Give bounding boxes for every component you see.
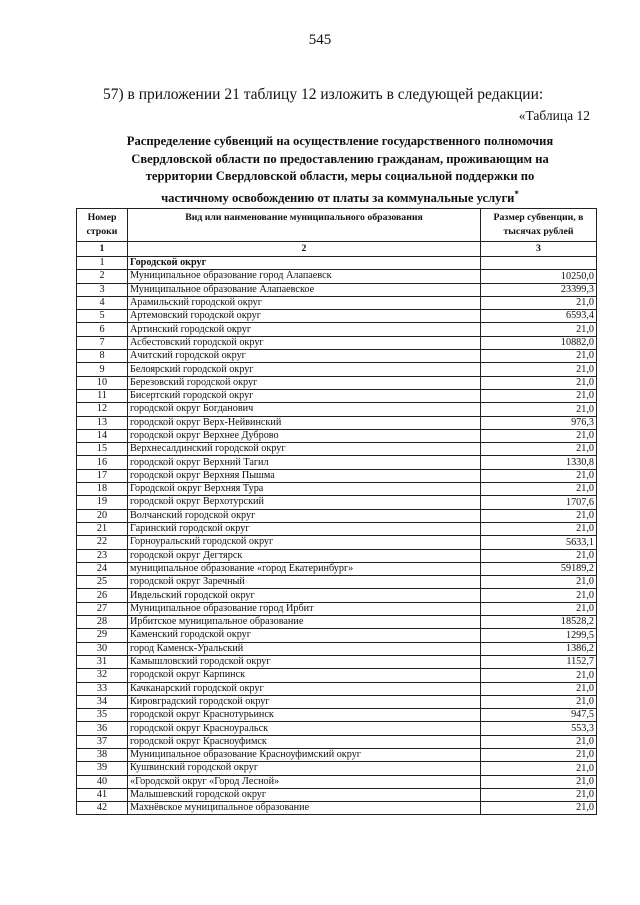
municipality-name: городской округ Карпинск: [128, 669, 481, 682]
table-row: [77, 376, 597, 389]
municipality-name: Волчанский городской округ: [128, 509, 481, 522]
municipality-name: муниципальное образование «город Екатеринбург»: [128, 562, 481, 575]
table-row: [77, 416, 597, 429]
row-number: 29: [77, 629, 128, 642]
footnote-mark: *: [514, 188, 519, 199]
municipality-name: Артинский городской округ: [128, 323, 481, 336]
subvention-amount: 21,0: [481, 469, 597, 482]
subvention-amount: 1330,8: [481, 456, 597, 469]
row-number: 25: [77, 576, 128, 589]
row-number: 33: [77, 682, 128, 695]
row-number: 23: [77, 549, 128, 562]
table-row: [77, 483, 597, 496]
municipality-name: городской округ Верх-Нейвинский: [128, 416, 481, 429]
table-row: [77, 323, 597, 336]
table-row: [77, 589, 597, 602]
row-number: 26: [77, 589, 128, 602]
municipality-name: городской округ Красноуфимск: [128, 735, 481, 748]
row-number: 42: [77, 802, 128, 815]
column-number-2: 2: [128, 242, 481, 257]
municipality-name: Арамильский городской округ: [128, 296, 481, 309]
row-number: 18: [77, 483, 128, 496]
table-row: [77, 722, 597, 735]
table-row: [77, 296, 597, 309]
header-amount: Размер субвенции, в тысячах рублей: [481, 209, 597, 242]
table-row: [77, 469, 597, 482]
row-number: 40: [77, 775, 128, 788]
row-number: 4: [77, 296, 128, 309]
row-number: 16: [77, 456, 128, 469]
row-number: 28: [77, 616, 128, 629]
table-row: [77, 576, 597, 589]
row-number: 35: [77, 709, 128, 722]
subvention-amount: 21,0: [481, 483, 597, 496]
municipality-name: Каменский городской округ: [128, 629, 481, 642]
table-row: [77, 429, 597, 442]
table-row: [77, 629, 597, 642]
row-number: 11: [77, 389, 128, 402]
municipality-name: Артемовский городской округ: [128, 310, 481, 323]
header-municipality: Вид или наименование муниципального образования: [128, 209, 481, 242]
municipality-name: Муниципальное образование Красноуфимский округ: [128, 748, 481, 761]
table-row: [77, 270, 597, 283]
municipality-name: Горноуральский городской округ: [128, 536, 481, 549]
table-row: [77, 682, 597, 695]
subvention-amount: 21,0: [481, 363, 597, 376]
subvention-amount: 947,5: [481, 709, 597, 722]
municipality-name: Ирбитское муниципальное образование: [128, 616, 481, 629]
table-row: [77, 310, 597, 323]
subvention-amount: 6593,4: [481, 310, 597, 323]
municipality-name: городской округ Верхотурский: [128, 496, 481, 509]
row-number: 14: [77, 429, 128, 442]
row-number: 9: [77, 363, 128, 376]
row-number: 39: [77, 762, 128, 775]
subvention-amount: 21,0: [481, 576, 597, 589]
subvention-amount: 21,0: [481, 669, 597, 682]
table-row: [77, 762, 597, 775]
table-row: [77, 403, 597, 416]
row-number: 30: [77, 642, 128, 655]
municipality-name: Качканарский городской округ: [128, 682, 481, 695]
row-number: 20: [77, 509, 128, 522]
municipality-name: Кировградский городской округ: [128, 695, 481, 708]
row-number: 5: [77, 310, 128, 323]
row-number: 12: [77, 403, 128, 416]
title-line: Свердловской области по предоставлению гражданам, проживающим на: [131, 151, 549, 166]
row-number: 27: [77, 602, 128, 615]
subvention-amount: 21,0: [481, 775, 597, 788]
table-row: [77, 616, 597, 629]
subvention-amount: 1386,2: [481, 642, 597, 655]
subvention-amount: 21,0: [481, 522, 597, 535]
subvention-amount: 21,0: [481, 762, 597, 775]
intro-text: 57) в приложении 21 таблицу 12 изложить в следующей редакции:: [103, 86, 544, 103]
document-title: [80, 133, 600, 207]
municipality-name: Муниципальное образование город Алапаевск: [128, 270, 481, 283]
subvention-amount: 1152,7: [481, 655, 597, 668]
subvention-amount: 976,3: [481, 416, 597, 429]
table-row: [77, 775, 597, 788]
row-number: 41: [77, 788, 128, 801]
row-number: 38: [77, 748, 128, 761]
row-number: 1: [77, 257, 128, 270]
subvention-amount: 21,0: [481, 602, 597, 615]
municipality-name: город Каменск-Уральский: [128, 642, 481, 655]
table-row: [77, 788, 597, 801]
row-number: 2: [77, 270, 128, 283]
subvention-amount: 21,0: [481, 323, 597, 336]
subvention-amount: 21,0: [481, 748, 597, 761]
subvention-amount: 21,0: [481, 549, 597, 562]
subvention-amount: 10250,0: [481, 270, 597, 283]
municipality-name: Муниципальное образование Алапаевское: [128, 283, 481, 296]
table-row: [77, 669, 597, 682]
municipality-name: Малышевский городской округ: [128, 788, 481, 801]
table-row: [77, 336, 597, 349]
subvention-amount: 5633,1: [481, 536, 597, 549]
row-number: 34: [77, 695, 128, 708]
municipality-name: городской округ Верхний Тагил: [128, 456, 481, 469]
row-number: 8: [77, 350, 128, 363]
table-row: [77, 350, 597, 363]
row-number: 13: [77, 416, 128, 429]
subvention-amount: 1299,5: [481, 629, 597, 642]
table-row: [77, 655, 597, 668]
subvention-amount: 21,0: [481, 389, 597, 402]
subvention-amount: 21,0: [481, 802, 597, 815]
subvention-amount: 18528,2: [481, 616, 597, 629]
subvention-amount: 21,0: [481, 350, 597, 363]
table-label: «Таблица 12: [518, 108, 590, 123]
municipality-name: городской округ Богданович: [128, 403, 481, 416]
title-line: [80, 186, 600, 208]
subvention-amount: 21,0: [481, 429, 597, 442]
subvention-amount: [481, 257, 597, 270]
municipality-name: городской округ Верхняя Пышма: [128, 469, 481, 482]
table-row: [77, 735, 597, 748]
subvention-amount: 23399,3: [481, 283, 597, 296]
table-row: [77, 695, 597, 708]
row-number: 21: [77, 522, 128, 535]
municipality-name: городской округ Заречный: [128, 576, 481, 589]
row-number: 24: [77, 562, 128, 575]
table-row: [77, 509, 597, 522]
column-number-3: 3: [481, 242, 597, 257]
subventions-table: [76, 208, 597, 815]
table-body: [77, 257, 597, 815]
municipality-name: городской округ Дегтярск: [128, 549, 481, 562]
title-line-text: частичному освобождению от платы за коммунальные услуги: [161, 190, 515, 205]
table-row: [77, 642, 597, 655]
table-row: [77, 536, 597, 549]
table-row: [77, 562, 597, 575]
municipality-name: Бисертский городской округ: [128, 389, 481, 402]
municipality-name: Кушвинский городской округ: [128, 762, 481, 775]
municipality-name: городской округ Краснотурьинск: [128, 709, 481, 722]
subvention-amount: 21,0: [481, 695, 597, 708]
row-number: 32: [77, 669, 128, 682]
municipality-name: Городской округ Верхняя Тура: [128, 483, 481, 496]
row-number: 17: [77, 469, 128, 482]
municipality-name: Белоярский городской округ: [128, 363, 481, 376]
subvention-amount: 21,0: [481, 735, 597, 748]
table-row: [77, 748, 597, 761]
table-row: [77, 389, 597, 402]
subvention-amount: 21,0: [481, 682, 597, 695]
title-line: территории Свердловской области, меры социальной поддержки по: [145, 169, 535, 183]
municipality-name: Асбестовский городской округ: [128, 336, 481, 349]
row-number: 3: [77, 283, 128, 296]
municipality-name: Березовский городской округ: [128, 376, 481, 389]
table-row: [77, 443, 597, 456]
municipality-name: городской округ Красноуральск: [128, 722, 481, 735]
row-number: 6: [77, 323, 128, 336]
table-row: [77, 522, 597, 535]
table-row: [77, 363, 597, 376]
municipality-name: Гаринский городской округ: [128, 522, 481, 535]
row-number: 37: [77, 735, 128, 748]
municipality-name: Ачитский городской округ: [128, 350, 481, 363]
column-number-1: 1: [77, 242, 128, 257]
subvention-amount: 21,0: [481, 296, 597, 309]
municipality-name: Ивдельский городской округ: [128, 589, 481, 602]
row-number: 31: [77, 655, 128, 668]
row-number: 22: [77, 536, 128, 549]
municipality-name: «Городской округ «Город Лесной»: [128, 775, 481, 788]
row-number: 10: [77, 376, 128, 389]
table-row: [77, 802, 597, 815]
subvention-amount: 21,0: [481, 376, 597, 389]
municipality-name: Махнёвское муниципальное образование: [128, 802, 481, 815]
subvention-amount: 21,0: [481, 788, 597, 801]
municipality-name: Верхнесалдинский городской округ: [128, 443, 481, 456]
municipality-name: Камышловский городской округ: [128, 655, 481, 668]
table-row: [77, 602, 597, 615]
table-row: [77, 283, 597, 296]
header-row-number: Номер строки: [77, 209, 128, 242]
subvention-amount: 21,0: [481, 403, 597, 416]
subvention-amount: 21,0: [481, 443, 597, 456]
municipality-name: городской округ Верхнее Дуброво: [128, 429, 481, 442]
row-number: 36: [77, 722, 128, 735]
municipality-name: Муниципальное образование город Ирбит: [128, 602, 481, 615]
page-number: 545: [308, 32, 332, 48]
table-row: [77, 257, 597, 270]
municipality-name: Городской округ: [128, 257, 481, 270]
subvention-amount: 21,0: [481, 589, 597, 602]
subvention-amount: 59189,2: [481, 562, 597, 575]
subvention-amount: 1707,6: [481, 496, 597, 509]
subvention-amount: 10882,0: [481, 336, 597, 349]
subvention-amount: 553,3: [481, 722, 597, 735]
table-row: [77, 496, 597, 509]
table-row: [77, 709, 597, 722]
row-number: 19: [77, 496, 128, 509]
subvention-amount: 21,0: [481, 509, 597, 522]
row-number: 15: [77, 443, 128, 456]
table-row: [77, 549, 597, 562]
title-line: Распределение субвенций на осуществление государственного полномочия: [126, 134, 554, 148]
table-row: [77, 456, 597, 469]
row-number: 7: [77, 336, 128, 349]
